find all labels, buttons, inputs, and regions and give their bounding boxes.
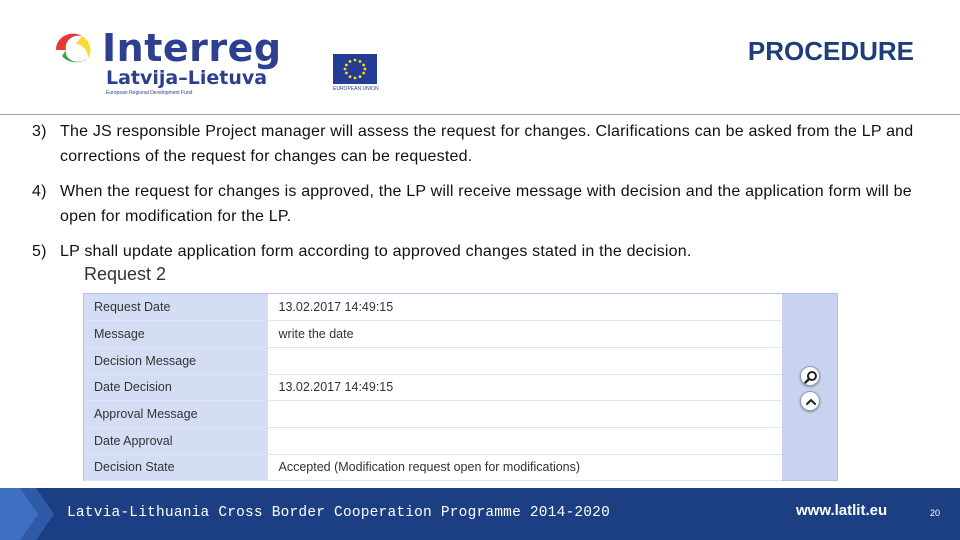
field-value: [268, 401, 782, 428]
footer-program-name: Latvia-Lithuania Cross Border Cooperation Programme 2014-2020: [67, 505, 610, 521]
procedure-steps: [32, 119, 922, 274]
eu-caption: EUROPEAN UNION: [333, 86, 379, 92]
page-number: 20: [930, 508, 941, 518]
field-value: [268, 347, 782, 374]
table-row: [84, 347, 782, 374]
field-label: Approval Message: [84, 401, 268, 428]
field-value: write the date: [268, 321, 782, 348]
table-row: [84, 294, 782, 321]
step-number: 3): [32, 123, 47, 140]
step-number: 5): [32, 243, 47, 260]
table-row: [84, 427, 782, 454]
list-item: [32, 119, 922, 169]
field-label: Decision State: [84, 454, 268, 481]
magnifier-icon: [803, 369, 819, 385]
chevron-up-icon: [803, 394, 819, 410]
field-value: Accepted (Modification request open for modifications): [268, 454, 782, 481]
eu-flag-icon: [333, 54, 377, 84]
step-text: The JS responsible Project manager will assess the request for changes. Clarifications can be asked from the LP and corrections of the request for changes can be requested.: [60, 123, 914, 165]
step-text: LP shall update application form according to approved changes stated in the decision.: [60, 243, 692, 260]
step-number: 4): [32, 183, 47, 200]
field-value: 13.02.2017 14:49:15: [268, 294, 782, 321]
page-title: PROCEDURE: [747, 36, 914, 66]
request-table: [84, 294, 782, 481]
field-label: Date Decision: [84, 374, 268, 401]
step-text: When the request for changes is approved, the LP will receive message with decision and the application form will be open for modification for the LP.: [60, 183, 912, 225]
field-label: Request Date: [84, 294, 268, 321]
logo-tagline: European Regional Development Fund: [106, 90, 193, 96]
logo-region: Latvija–Lietuva: [106, 67, 268, 89]
request-title: Request 2: [84, 264, 167, 284]
collapse-button[interactable]: [800, 391, 820, 411]
header-divider: [0, 114, 960, 115]
request-panel: [83, 293, 838, 481]
interreg-logo: [50, 26, 379, 98]
footer-website-link[interactable]: www.latlit.eu: [796, 502, 888, 519]
list-item: [32, 239, 922, 264]
logo-swirl-icon: [52, 28, 96, 68]
field-label: Decision Message: [84, 347, 268, 374]
footer-bar: [0, 488, 960, 540]
field-value: [268, 427, 782, 454]
zoom-button[interactable]: [800, 366, 820, 386]
field-label: Date Approval: [84, 427, 268, 454]
table-row: [84, 454, 782, 481]
field-label: Message: [84, 321, 268, 348]
table-row: [84, 321, 782, 348]
table-row: [84, 374, 782, 401]
logo-name: Interreg: [102, 26, 282, 70]
list-item: [32, 179, 922, 229]
table-row: [84, 401, 782, 428]
field-value: 13.02.2017 14:49:15: [268, 374, 782, 401]
footer-arrow-decoration: [0, 488, 60, 540]
